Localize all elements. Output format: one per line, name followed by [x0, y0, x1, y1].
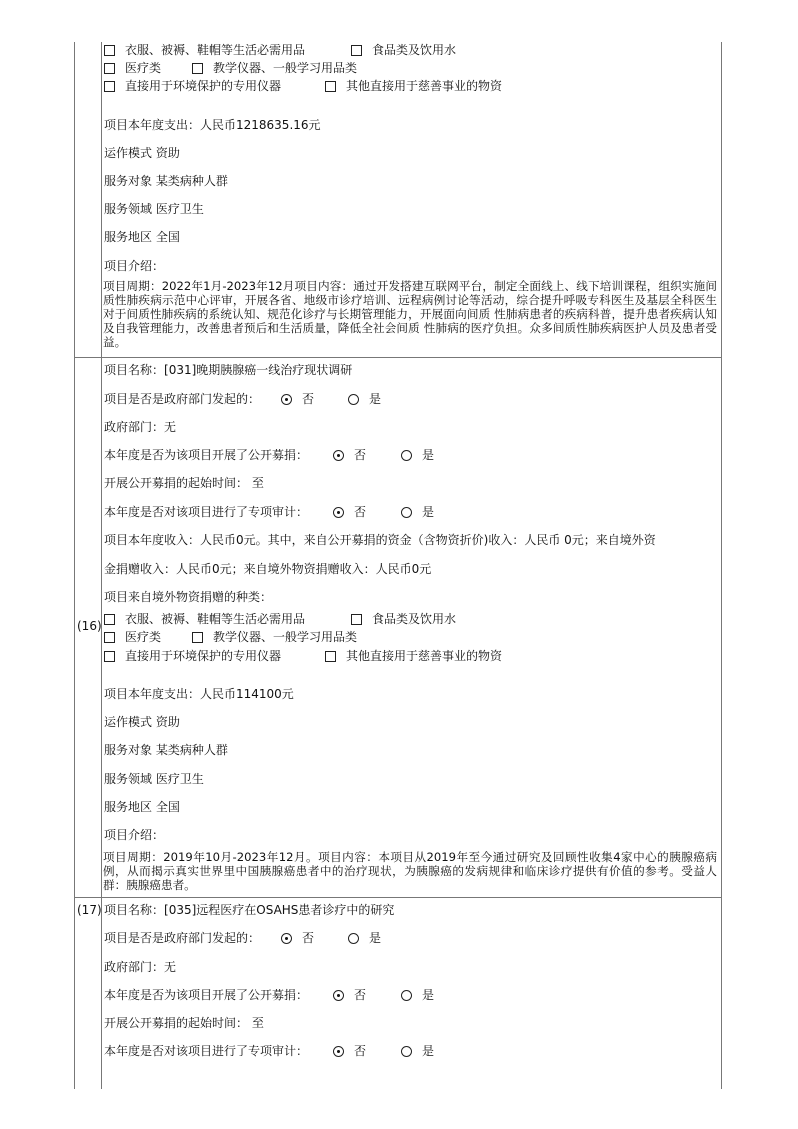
label-teaching: 教学仪器、一般学习用品类 — [213, 630, 358, 644]
checkbox-teaching[interactable] — [192, 632, 203, 643]
label-food: 食品类及饮用水 — [372, 612, 457, 626]
project-16-expense: 项目本年度支出：人民币114100元 — [104, 687, 294, 701]
radio-gov-initiated-no[interactable] — [281, 394, 292, 405]
radio-gov-initiated-yes[interactable] — [348, 933, 359, 944]
project-16-audit-label: 本年度是否对该项目进行了专项审计： — [104, 505, 309, 519]
label-clothing: 衣服、被褥、鞋帽等生活必需用品 — [125, 43, 306, 57]
radio-audit-yes[interactable] — [401, 1046, 412, 1057]
radio-gov-initiated-no[interactable] — [281, 933, 292, 944]
option-no: 否 — [354, 1044, 367, 1058]
radio-public-fundraising-yes[interactable] — [401, 450, 412, 461]
project-16-intro-text: 项目周期：2019年10月-2023年12月。项目内容：本项目从2019年至今通过研究及回顾性收集4家中心的胰腺癌病例，从而揭示真实世界里中国胰腺癌患者中的治疗现状，为胰腺癌的发病规律和临床诊疗提供有价值的参考。受益人群：胰腺癌患者。 — [103, 850, 717, 892]
project-16-income-line2: 金捐赠收入：人民币0元；来自境外物资捐赠收入：人民币0元 — [104, 562, 432, 576]
name-label: 项目名称： — [104, 903, 165, 917]
project-16-target: 服务对象 某类病种人群 — [104, 743, 228, 757]
project-16-region: 服务地区 全国 — [104, 800, 180, 814]
checkbox-clothing[interactable] — [104, 45, 115, 56]
project-16-public-fundraising-label: 本年度是否为该项目开展了公开募捐： — [104, 448, 309, 462]
radio-gov-initiated-yes[interactable] — [348, 394, 359, 405]
row-separator-15-16 — [74, 357, 722, 358]
project-16-field: 服务领域 医疗卫生 — [104, 772, 204, 786]
option-yes: 是 — [422, 505, 435, 519]
project-17-name — [104, 902, 394, 918]
label-food: 食品类及饮用水 — [372, 43, 457, 57]
project-15-mode: 运作模式 资助 — [104, 146, 180, 160]
label-medical: 医疗类 — [125, 630, 162, 644]
project-16-mode: 运作模式 资助 — [104, 715, 180, 729]
option-no: 否 — [302, 392, 315, 406]
project-17-name-value: [035]远程医疗在OSAHS患者诊疗中的研究 — [164, 903, 395, 917]
label-charity: 其他直接用于慈善事业的物资 — [346, 649, 503, 663]
checkbox-env[interactable] — [104, 81, 115, 92]
checkbox-charity[interactable] — [325, 651, 336, 662]
project-15-target: 服务对象 某类病种人群 — [104, 174, 228, 188]
project-16-name — [104, 362, 352, 378]
table-divider — [101, 42, 102, 1089]
table-border-right — [721, 42, 722, 1089]
checkbox-clothing[interactable] — [104, 614, 115, 625]
option-yes: 是 — [369, 392, 382, 406]
project-15-field: 服务领域 医疗卫生 — [104, 202, 204, 216]
radio-audit-yes[interactable] — [401, 507, 412, 518]
project-16-gov-dept: 政府部门：无 — [104, 420, 177, 434]
option-yes: 是 — [422, 448, 435, 462]
option-yes: 是 — [369, 931, 382, 945]
project-15-intro-text: 项目周期：2022年1月-2023年12月项目内容：通过开发搭建互联网平台，制定全面线上、线下培训课程，组织实施间质性肺疾病示范中心评审，开展各省、地级市诊疗培训、远程病例讨论等活动，综合提升呼吸专科医生及基层全科医生对于间质性肺疾病的系统认知、规范化诊疗与长期管理能力，开展面向间质 性肺病患者的疾病科普，提升患者疾病认知及自我管理能力，改善患者预后和生活质量，降低全社会间质 性肺病的医疗负担。众多间质性肺疾病医护人员及患者受益。 — [103, 279, 717, 349]
label-teaching: 教学仪器、一般学习用品类 — [213, 61, 358, 75]
radio-audit-no[interactable] — [333, 1046, 344, 1057]
project-17-audit-label: 本年度是否对该项目进行了专项审计： — [104, 1044, 309, 1058]
name-label: 项目名称： — [104, 363, 165, 377]
project-16-income-line1: 项目本年度收入：人民币0元。其中，来自公开募捐的资金（含物资折价)收入：人民币 0元；来自境外资 — [104, 533, 656, 547]
project-17-gov-initiated-label: 项目是否是政府部门发起的： — [104, 931, 261, 945]
option-yes: 是 — [422, 988, 435, 1002]
option-yes: 是 — [422, 1044, 435, 1058]
label-charity: 其他直接用于慈善事业的物资 — [346, 79, 503, 93]
project-16-fundraising-start: 开展公开募捐的起始时间： 至 — [104, 476, 264, 490]
checkbox-teaching[interactable] — [192, 63, 203, 74]
project-15-expense: 项目本年度支出：人民币1218635.16元 — [104, 118, 321, 132]
checkbox-env[interactable] — [104, 651, 115, 662]
label-env: 直接用于环境保护的专用仪器 — [125, 649, 282, 663]
project-17-number: (17) — [77, 903, 102, 917]
project-16-intro-label: 项目介绍： — [104, 828, 165, 842]
project-16-gov-initiated-label: 项目是否是政府部门发起的： — [104, 392, 261, 406]
table-border-left — [74, 42, 75, 1089]
checkbox-food[interactable] — [351, 614, 362, 625]
radio-audit-no[interactable] — [333, 507, 344, 518]
label-medical: 医疗类 — [125, 61, 162, 75]
option-no: 否 — [302, 931, 315, 945]
project-15-region: 服务地区 全国 — [104, 230, 180, 244]
label-env: 直接用于环境保护的专用仪器 — [125, 79, 282, 93]
row-separator-16-17 — [74, 897, 722, 898]
project-16-name-value: [031]晚期胰腺癌一线治疗现状调研 — [164, 363, 353, 377]
option-no: 否 — [354, 988, 367, 1002]
option-no: 否 — [354, 505, 367, 519]
radio-public-fundraising-yes[interactable] — [401, 990, 412, 1001]
checkbox-charity[interactable] — [325, 81, 336, 92]
checkbox-food[interactable] — [351, 45, 362, 56]
option-no: 否 — [354, 448, 367, 462]
radio-public-fundraising-no[interactable] — [333, 990, 344, 1001]
project-17-fundraising-start: 开展公开募捐的起始时间： 至 — [104, 1016, 264, 1030]
checkbox-medical[interactable] — [104, 632, 115, 643]
project-16-number: (16) — [77, 619, 102, 633]
project-16-foreign-types-label: 项目来自境外物资捐赠的种类： — [104, 590, 273, 604]
radio-public-fundraising-no[interactable] — [333, 450, 344, 461]
project-17-gov-dept: 政府部门：无 — [104, 960, 177, 974]
checkbox-medical[interactable] — [104, 63, 115, 74]
project-17-public-fundraising-label: 本年度是否为该项目开展了公开募捐： — [104, 988, 309, 1002]
project-15-intro-label: 项目介绍： — [104, 259, 165, 273]
label-clothing: 衣服、被褥、鞋帽等生活必需用品 — [125, 612, 306, 626]
